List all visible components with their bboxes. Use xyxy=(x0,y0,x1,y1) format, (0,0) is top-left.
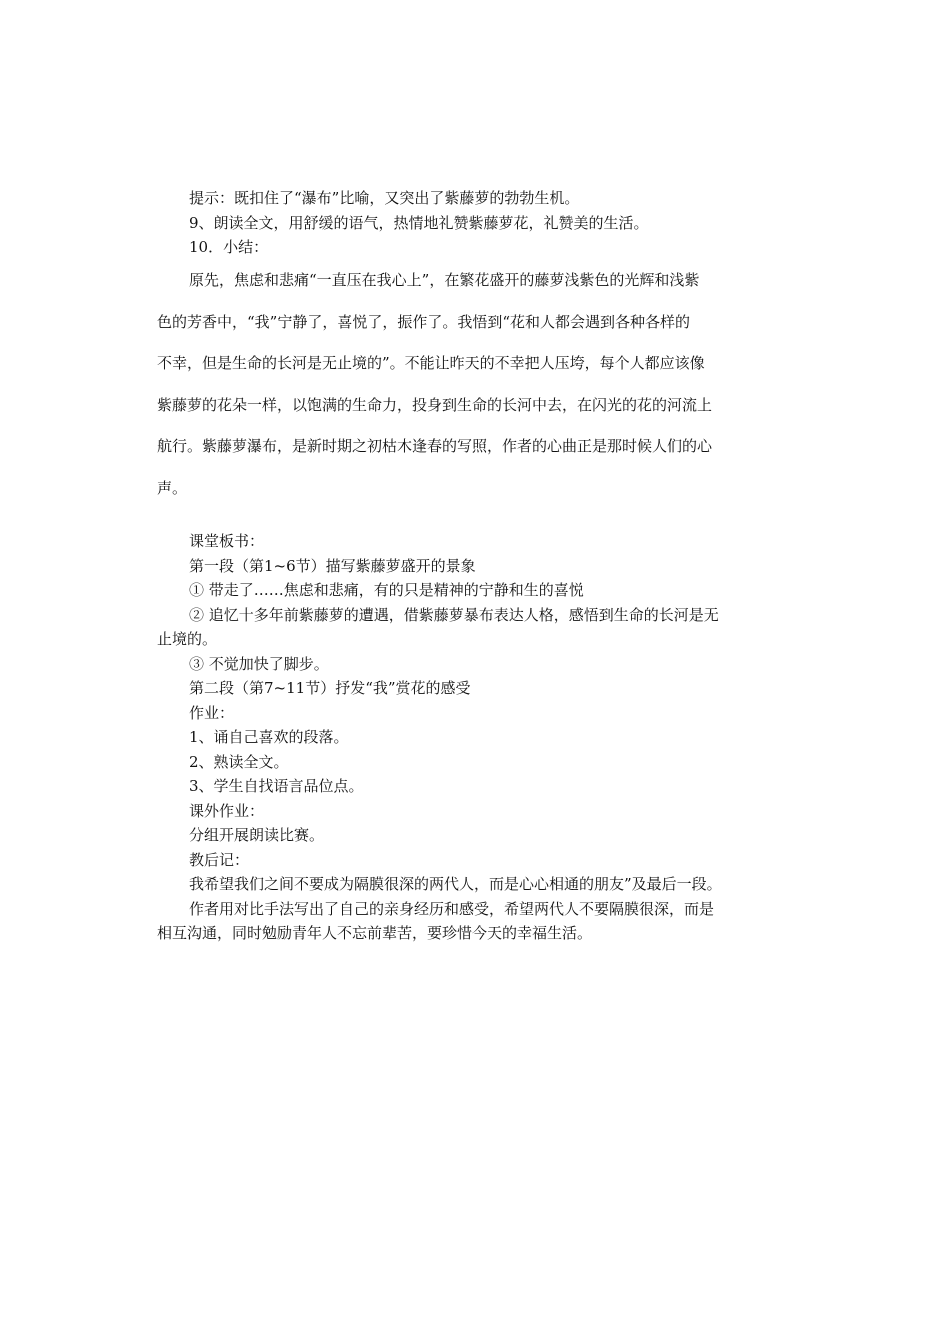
homework-heading: 作业： xyxy=(189,703,235,722)
homework-item: 1、诵自己喜欢的段落。 xyxy=(189,728,349,746)
afterword-line-1: 我希望我们之间不要成为隔膜很深的两代人，而是心心相通的朋友”及最后一段。 xyxy=(189,875,722,893)
afterword-heading: 教后记： xyxy=(189,850,250,869)
board-part-1: 第一段（第1~6节）描写紫藤萝盛开的景象 xyxy=(189,556,476,575)
board-point-2: ② 追忆十多年前紫藤萝的遭遇，借紫藤萝暴布表达人格，感悟到生命的长河是无 xyxy=(189,605,719,624)
item-10: 10．小结： xyxy=(189,238,269,256)
summary-line: 不幸，但是生命的长河是无止境的”。不能让昨天的不幸把人压垮，每个人都应该像 xyxy=(157,354,705,373)
item-9: 9、朗读全文，用舒缓的语气，热情地礼赞紫藤萝花，礼赞美的生活。 xyxy=(189,213,649,232)
extra-homework-heading: 课外作业： xyxy=(189,801,265,820)
summary-line: 原先，焦虑和悲痛“一直压在我心上”，在繁花盛开的藤萝浅紫色的光辉和浅紫 xyxy=(189,271,700,289)
summary-line: 航行。紫藤萝瀑布，是新时期之初枯木逢春的写照，作者的心曲正是那时候人们的心 xyxy=(157,437,713,456)
homework-item: 3、学生自找语言品位点。 xyxy=(189,777,364,795)
board-point-1: ① 带走了……焦虑和悲痛，有的只是精神的宁静和生的喜悦 xyxy=(189,581,584,599)
top-section xyxy=(157,186,787,260)
board-part-2: 第二段（第7~11节）抒发“我”赏花的感受 xyxy=(189,679,471,697)
extra-homework-item: 分组开展朗读比赛。 xyxy=(189,826,325,844)
board-point-2-continued: 止境的。 xyxy=(157,630,218,648)
summary-paragraph xyxy=(157,260,787,510)
board-section xyxy=(157,529,787,946)
summary-line: 色的芳香中，“我”宁静了，喜悦了，振作了。我悟到“花和人都会遇到各种各样的 xyxy=(157,312,691,331)
hint-line: 提示：既扣住了“瀑布”比喻，又突出了紫藤萝的勃勃生机。 xyxy=(189,189,580,207)
board-heading: 课堂板书： xyxy=(189,532,265,550)
summary-line: 紫藤萝的花朵一样，以饱满的生命力，投身到生命的长河中去，在闪光的花的河流上 xyxy=(157,395,713,414)
afterword-line-2-continued: 相互沟通，同时勉励青年人不忘前辈苦，要珍惜今天的幸福生活。 xyxy=(157,924,593,942)
homework-item: 2、熟读全文。 xyxy=(189,752,289,771)
summary-line: 声。 xyxy=(157,478,188,497)
board-point-3: ③ 不觉加快了脚步。 xyxy=(189,654,329,673)
afterword-line-2: 作者用对比手法写出了自己的亲身经历和感受，希望两代人不要隔膜很深，而是 xyxy=(189,899,715,918)
